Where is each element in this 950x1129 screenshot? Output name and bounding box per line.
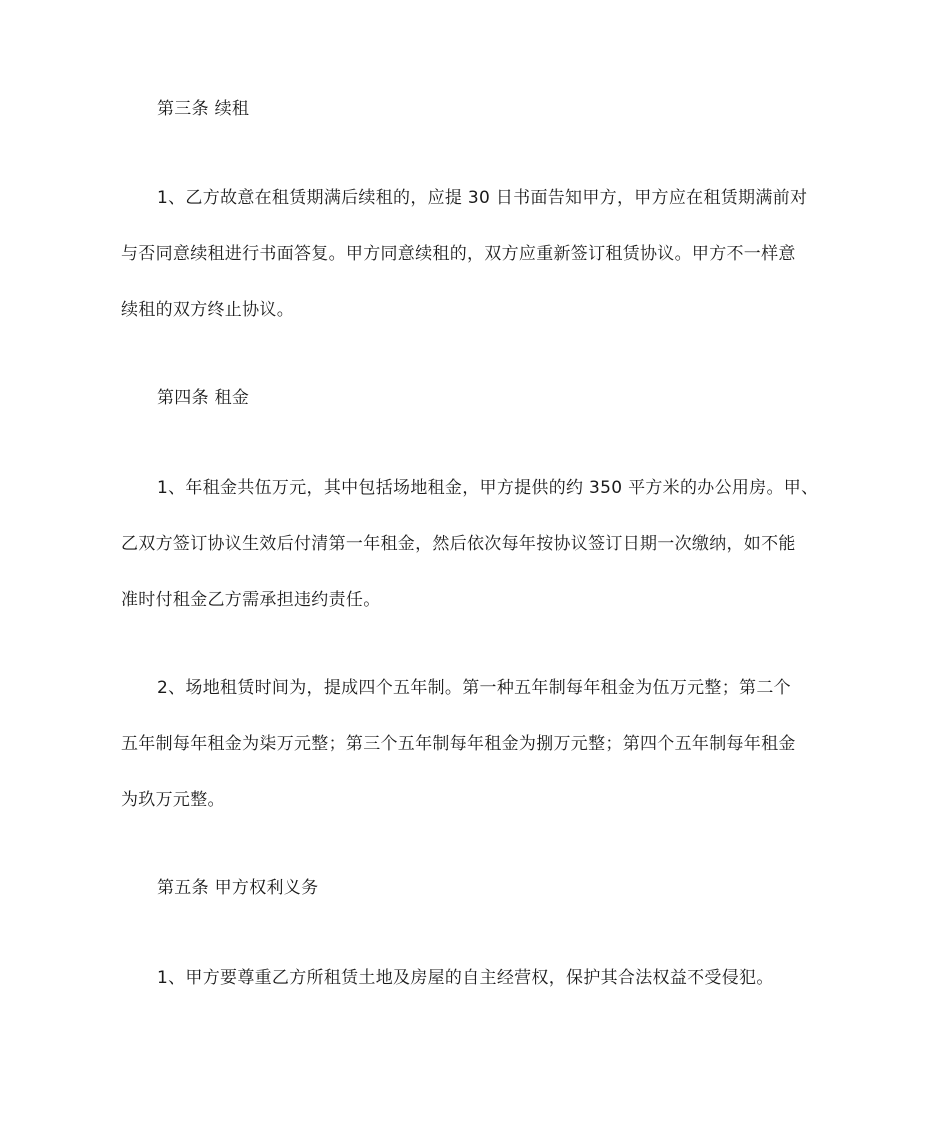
paragraph-line: 1、年租金共伍万元，其中包括场地租金，甲方提供的约 350 平方米的办公用房。甲、 [157, 478, 819, 498]
paragraph-line: 2、场地租赁时间为，提成四个五年制。第一种五年制每年租金为伍万元整；第二个 [157, 678, 791, 698]
paragraph-line: 1、甲方要尊重乙方所租赁土地及房屋的自主经营权，保护其合法权益不受侵犯。 [157, 968, 774, 988]
paragraph-line: 乙双方签订协议生效后付清第一年租金，然后依次每年按协议签订日期一次缴纳，如不能 [121, 534, 796, 554]
section-heading: 第三条 续租 [157, 99, 250, 119]
section-heading: 第五条 甲方权利义务 [157, 878, 319, 898]
paragraph-line: 准时付租金乙方需承担违约责任。 [121, 590, 381, 610]
paragraph-line: 续租的双方终止协议。 [121, 300, 294, 320]
paragraph-line: 为玖万元整。 [121, 790, 225, 810]
section-heading: 第四条 租金 [157, 388, 250, 408]
paragraph-line: 与否同意续租进行书面答复。甲方同意续租的，双方应重新签订租赁协议。甲方不一样意 [121, 244, 796, 264]
paragraph-line: 五年制每年租金为柒万元整；第三个五年制每年租金为捌万元整；第四个五年制每年租金 [121, 734, 796, 754]
paragraph-line: 1、乙方故意在租赁期满后续租的，应提 30 日书面告知甲方，甲方应在租赁期满前对 [157, 188, 808, 208]
